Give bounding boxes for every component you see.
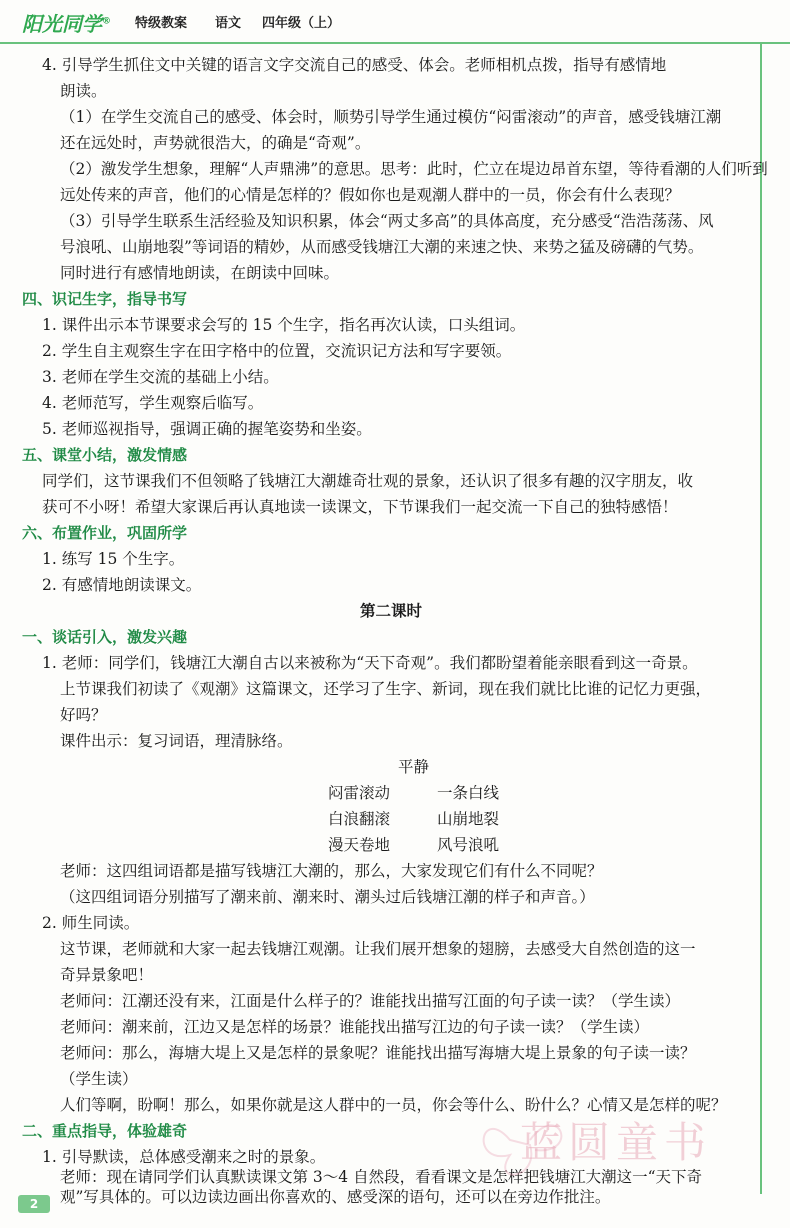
- lesson-title: 第二课时: [360, 601, 423, 620]
- text-line: 观”写具体的。可以边读边画出你喜欢的、感受深的语句，还可以在旁边作批注。: [60, 1188, 611, 1206]
- list-item: 3. 老师在学生交流的基础上小结。: [42, 368, 279, 386]
- text-line: 老师问：潮来前，江边又是怎样的场景？谁能找出描写江边的句子读一读？（学生读）: [60, 1018, 650, 1036]
- list-item: 2. 学生自主观察生字在田字格中的位置，交流识记方法和写字要领。: [42, 342, 512, 360]
- word-group-left: 白浪翻滚: [328, 810, 391, 828]
- list-item: 2. 有感情地朗读课文。: [42, 576, 202, 594]
- text-line: 1. 老师：同学们，钱塘江大潮自古以来被称为“天下奇观”。我们都盼望着能亲眼看到这一奇景。: [42, 654, 698, 672]
- list-item: 5. 老师巡视指导，强调正确的握笔姿势和坐姿。: [42, 420, 372, 438]
- page-number: 2: [18, 1195, 50, 1213]
- text-line: 号浪吼、山崩地裂”等词语的精妙，从而感受钱塘江大潮的来速之快、来势之猛及磅礴的气势。: [60, 238, 704, 256]
- text-line: 好吗？: [60, 706, 107, 724]
- text-line: 同学们，这节课我们不但领略了钱塘江大潮雄奇壮观的景象，还认识了很多有趣的汉字朋友，收: [42, 472, 694, 490]
- text-line: 获可不小呀！希望大家课后再认真地读一读课文，下节课我们一起交流一下自己的独特感悟！: [42, 498, 678, 516]
- text-line: 老师问：江潮还没有来，江面是什么样子的？谁能找出描写江面的句子读一读？（学生读）: [60, 992, 681, 1010]
- text-line: 奇异景象吧！: [60, 966, 154, 984]
- text-line: 4. 引导学生抓住文中关键的语言文字交流自己的感受、体会。老师相机点拨，指导有感情地: [42, 56, 667, 74]
- section-heading: 二、重点指导，体验雄奇: [22, 1122, 188, 1140]
- brand-name: 阳光同学: [22, 12, 102, 36]
- text-line: （1）在学生交流自己的感受、体会时，顺势引导学生通过模仿“闷雷滚动”的声音，感受钱塘江潮: [60, 108, 722, 126]
- text-line: 老师：现在请同学们认真默读课文第 3～4 自然段，看看课文是怎样把钱塘江大潮这一“天下奇: [60, 1168, 703, 1186]
- section-heading: 四、识记生字，指导书写: [22, 290, 188, 308]
- word-group-top: 平静: [398, 758, 430, 776]
- section-heading: 一、谈话引入，激发兴趣: [22, 628, 188, 646]
- section-heading: 五、课堂小结，激发情感: [22, 446, 188, 464]
- text-line: 远处传来的声音，他们的心情是怎样的？假如你也是观潮人群中的一员，你会有什么表现？: [60, 186, 681, 204]
- subject-label: 语文: [215, 16, 242, 31]
- text-line: （2）激发学生想象，理解“人声鼎沸”的意思。思考：此时，伫立在堤边昂首东望，等待看潮的人们听到: [60, 160, 768, 178]
- list-item: 1. 引导默读，总体感受潮来之时的景象。: [42, 1148, 326, 1166]
- text-line: 上节课我们初读了《观潮》这篇课文，还学习了生字、新词，现在我们就比比谁的记忆力更强，: [60, 680, 712, 698]
- list-item: 1. 课件出示本节课要求会写的 15 个生字，指名再次认读，口头组词。: [42, 316, 526, 334]
- list-item: 4. 老师范写，学生观察后临写。: [42, 394, 264, 412]
- word-group-right: 风号浪吼: [437, 836, 500, 854]
- text-line: 朗读。: [60, 82, 107, 100]
- series-label: 特级教案: [135, 16, 188, 31]
- text-line: （3）引导学生联系生活经验及知识积累，体会“两丈多高”的具体高度，充分感受“浩浩荡荡、风: [60, 212, 714, 230]
- word-group-left: 闷雷滚动: [328, 784, 391, 802]
- text-line: （这四组词语分别描写了潮来前、潮来时、潮头过后钱塘江潮的样子和声音。）: [60, 888, 595, 906]
- text-line: （学生读）: [60, 1070, 138, 1088]
- word-group-right: 山崩地裂: [437, 810, 500, 828]
- text-line: 这节课，老师就和大家一起去钱塘江观潮。让我们展开想象的翅膀，去感受大自然创造的这一: [60, 940, 696, 958]
- word-group-left: 漫天卷地: [328, 836, 391, 854]
- text-line: 同时进行有感情地朗读，在朗读中回味。: [60, 264, 340, 282]
- text-line: 老师问：那么，海塘大堤上又是怎样的景象呢？谁能找出描写海塘大堤上景象的句子读一读？: [60, 1044, 696, 1062]
- text-line: 课件出示：复习词语，理清脉络。: [60, 732, 293, 750]
- section-heading: 六、布置作业，巩固所学: [22, 524, 188, 542]
- text-line: 还在远处时，声势就很浩大，的确是“奇观”。: [60, 134, 371, 152]
- list-item: 2. 师生同读。: [42, 914, 140, 932]
- text-line: 人们等啊，盼啊！那么，如果你就是这人群中的一员，你会等什么、盼什么？心情又是怎样的呢？: [60, 1096, 727, 1114]
- registered-mark: ®: [102, 16, 111, 27]
- word-group-right: 一条白线: [437, 784, 500, 802]
- watermark-text: 蓝圆童书: [520, 1118, 713, 1167]
- grade-label: 四年级（上）: [262, 16, 341, 31]
- text-line: 老师：这四组词语都是描写钱塘江大潮的，那么，大家发现它们有什么不同呢？: [60, 862, 603, 880]
- list-item: 1. 练写 15 个生字。: [42, 550, 185, 568]
